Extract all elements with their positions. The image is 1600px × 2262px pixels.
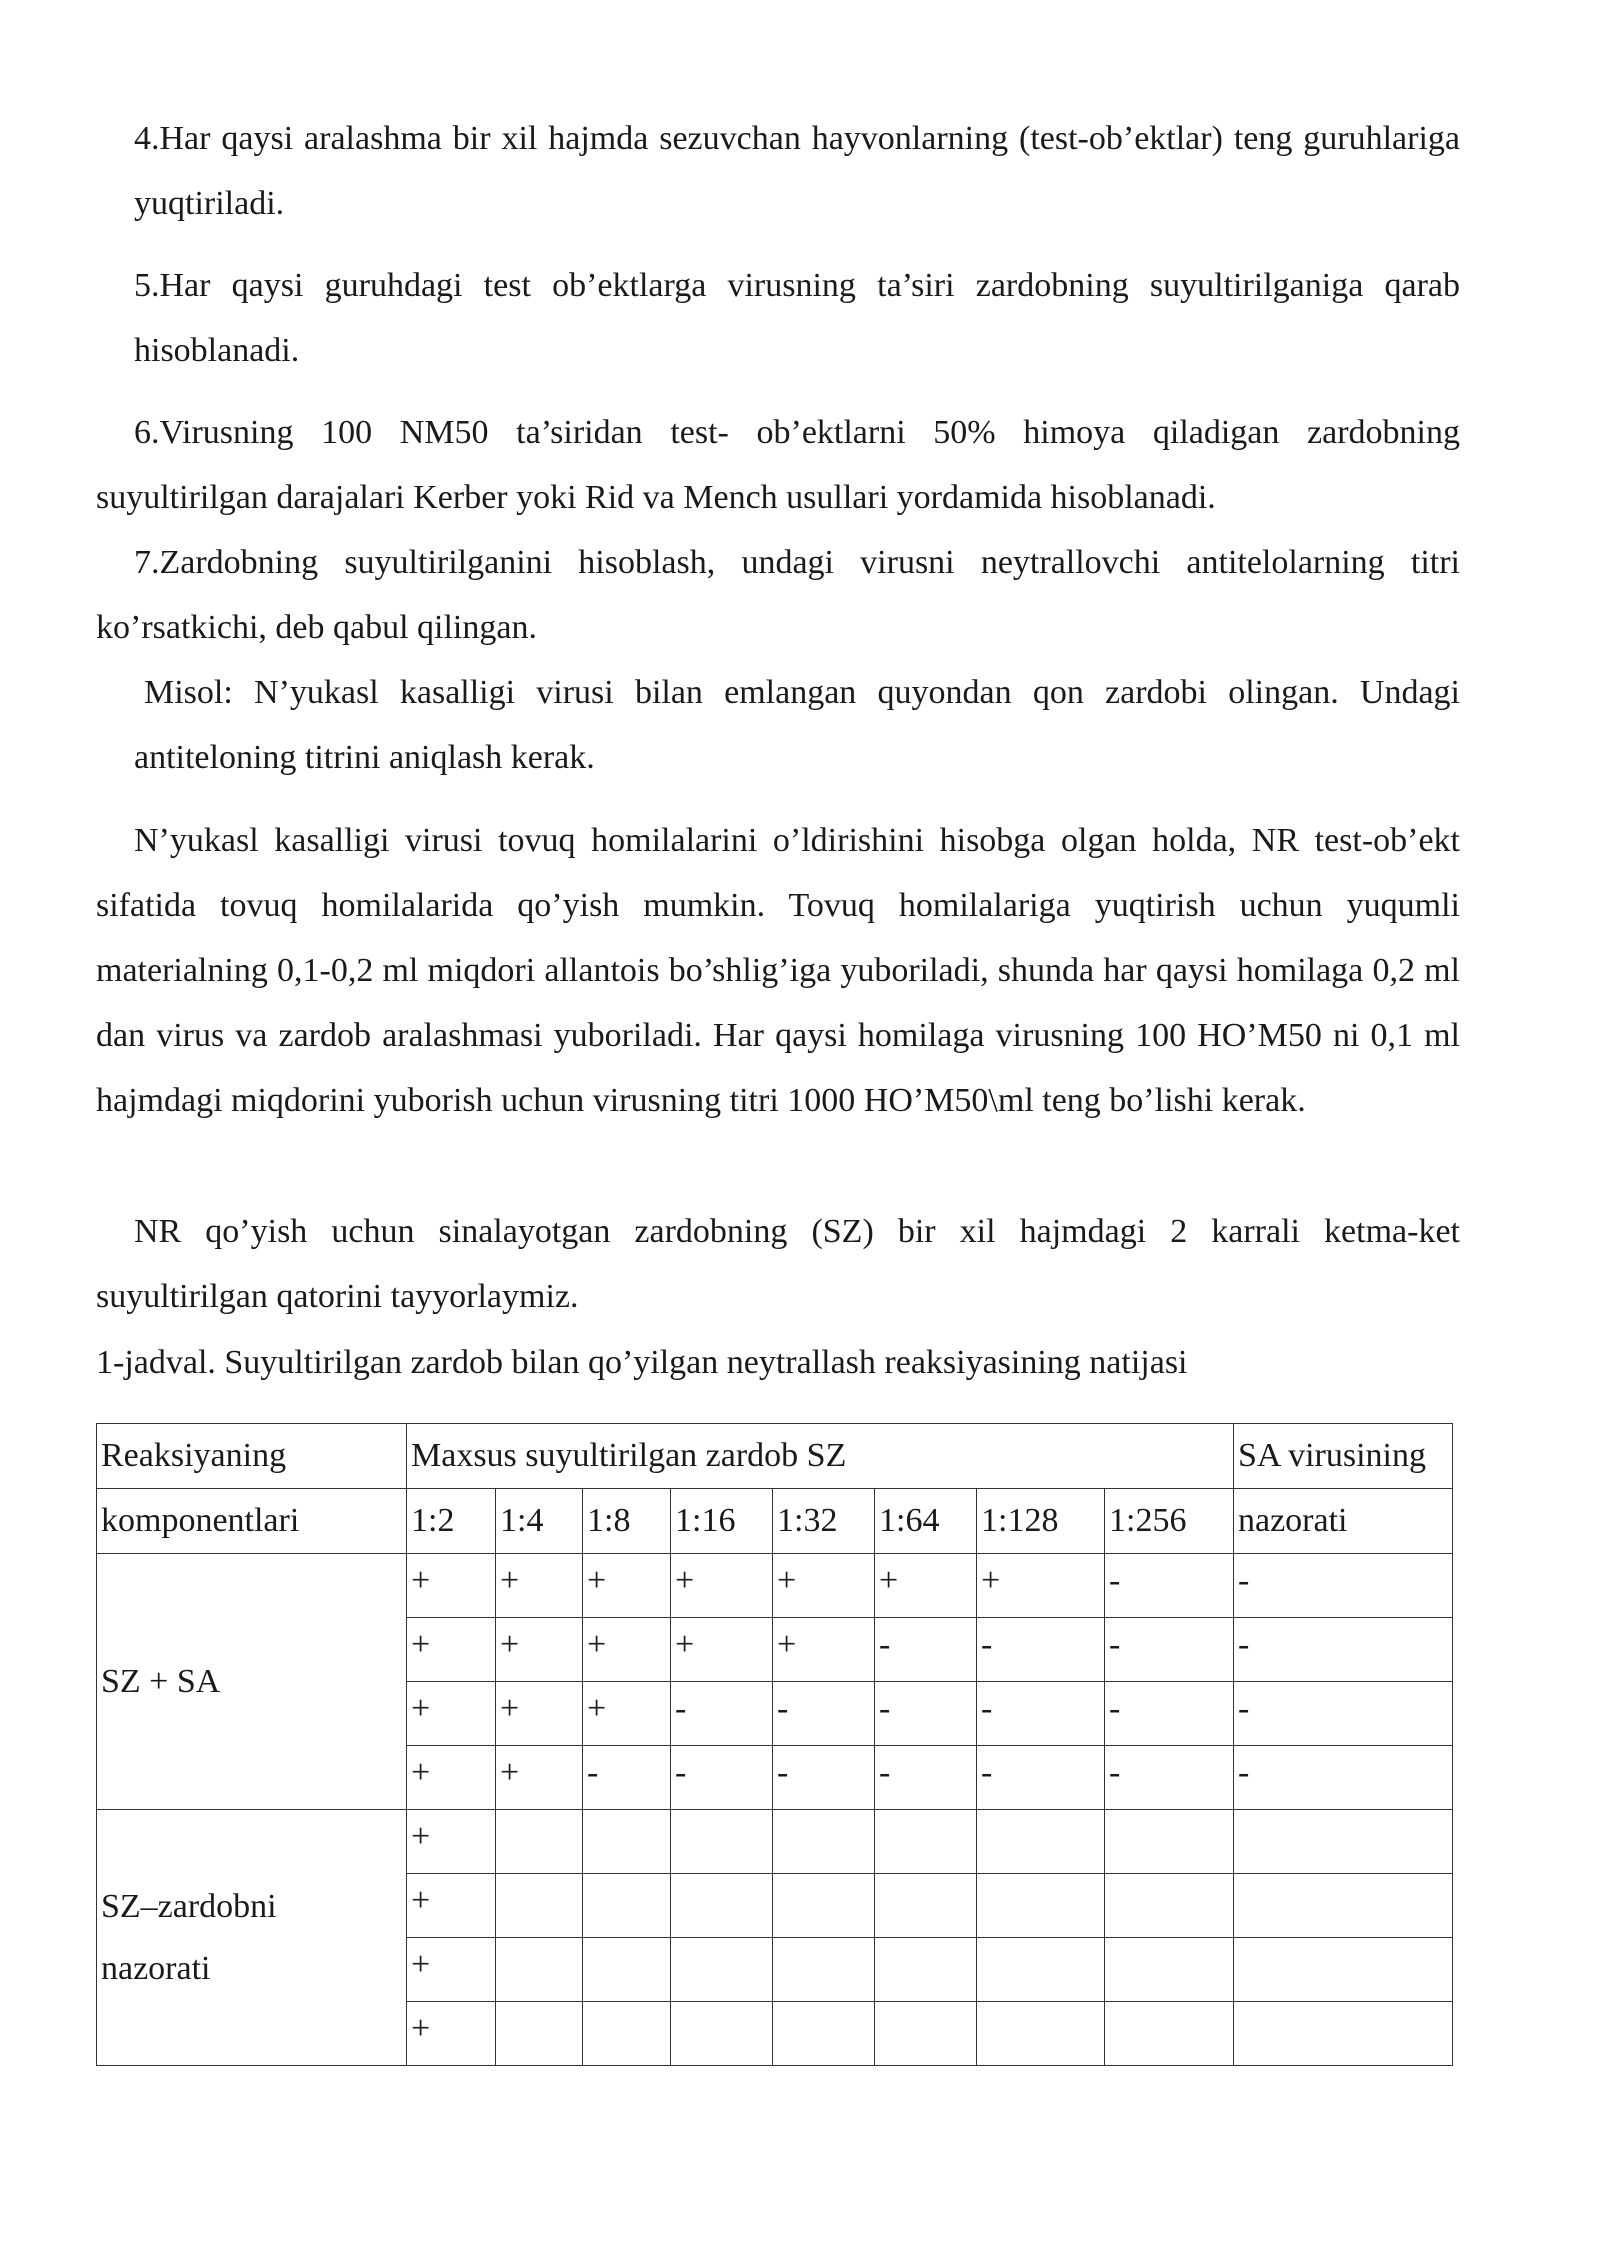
result-cell: - [773,1746,875,1810]
result-cell: - [583,1746,671,1810]
table-row [97,1554,1453,1618]
paragraph-step-5: 5.Har qaysi guruhdagi test ob’ektlarga virusning ta’siri zardobning suyultirilganiga qarab hisoblanadi. [134,267,1460,369]
result-cell: + [773,1554,875,1618]
result-cell: - [1234,1746,1453,1810]
result-cell: - [875,1746,977,1810]
header-virus-control-line2: nazorati [1234,1489,1453,1554]
result-cell: + [407,1874,496,1938]
result-cell: - [977,1682,1105,1746]
dilution-header: 1:64 [875,1489,977,1554]
table-header-row [97,1424,1453,1489]
result-cell: - [977,1746,1105,1810]
result-cell: + [407,1746,496,1810]
table-subheader-row [97,1489,1453,1554]
result-cell: + [583,1554,671,1618]
result-cell: - [977,1618,1105,1682]
result-cell: - [1234,1554,1453,1618]
dilution-header: 1:16 [671,1489,773,1554]
result-cell [1234,1938,1453,2002]
result-cell [671,1938,773,2002]
result-cell [671,1810,773,1874]
result-cell [1105,1938,1234,2002]
group-label-serum-control [97,1810,407,2066]
group-label-line: nazorati [101,1949,211,1987]
result-cell: - [671,1746,773,1810]
paragraph-newcastle: N’yukasl kasalligi virusi tovuq homilalarini o’ldirishini hisobga olgan holda, NR test-ob’ekt sifatida tovuq homilalarida qo’yish mumkin. Tovuq homilalariga yuqtirish uchun yuqumli materialning 0,1-0,2 ml miqdori allantois bo’shlig’iga yuboriladi, shunda har qaysi homilaga 0,2 ml dan virus va zardob aralashmasi yuboriladi. Har qaysi homilaga virusning 100 HO’M50 ni 0,1 ml hajmdagi miqdorini yuborish uchun virusning titri 1000 HO’M50\ml teng bo’lishi kerak. [96,822,1460,1119]
result-cell [875,1810,977,1874]
dilution-header: 1:8 [583,1489,671,1554]
header-components-line1: Reaksiyaning [97,1424,407,1489]
paragraph-step-7: 7.Zardobning suyultirilganini hisoblash, undagi virusni neytrallovchi antitelolarning titri ko’rsatkichi, deb qabul qilingan. [96,544,1460,646]
result-cell [773,1938,875,2002]
result-cell [496,2002,583,2066]
result-cell: - [1234,1682,1453,1746]
result-cell [671,2002,773,2066]
result-cell: + [773,1618,875,1682]
header-components-line2: komponentlari [97,1489,407,1554]
result-cell: - [1105,1554,1234,1618]
results-table [96,1423,1453,2066]
paragraph-step-4: 4.Har qaysi aralashma bir xil hajmda sezuvchan hayvonlarning (test-ob’ektlar) teng guruhlariga yuqtiriladi. [134,120,1460,222]
result-cell [1234,1810,1453,1874]
result-cell: - [1105,1682,1234,1746]
result-cell [977,1938,1105,2002]
result-cell [875,2002,977,2066]
result-cell [583,1810,671,1874]
paragraph-example: Misol: N’yukasl kasalligi virusi bilan emlangan quyondan qon zardobi olingan. Undagi antiteloning titrini aniqlash kerak. [134,674,1460,776]
result-cell [875,1938,977,2002]
result-cell: + [407,2002,496,2066]
result-cell: - [1234,1618,1453,1682]
result-cell [773,1874,875,1938]
table-row [97,1810,1453,1874]
result-cell [1234,2002,1453,2066]
result-cell: + [671,1554,773,1618]
result-cell [977,1874,1105,1938]
result-cell: - [671,1682,773,1746]
dilution-header: 1:4 [496,1489,583,1554]
result-cell [583,2002,671,2066]
result-cell: + [583,1682,671,1746]
result-cell: - [1105,1618,1234,1682]
result-cell [1105,1874,1234,1938]
result-cell: + [583,1618,671,1682]
result-cell [977,2002,1105,2066]
result-cell: + [875,1554,977,1618]
table-caption: 1-jadval. Suyultirilgan zardob bilan qo’yilgan neytrallash reaksiyasining natijasi [96,1344,1188,1381]
header-virus-control-line1: SA virusining [1234,1424,1453,1489]
result-cell [496,1810,583,1874]
result-cell: - [875,1618,977,1682]
result-cell: + [407,1810,496,1874]
dilution-header: 1:32 [773,1489,875,1554]
result-cell [671,1874,773,1938]
result-cell [773,2002,875,2066]
dilution-header: 1:128 [977,1489,1105,1554]
result-cell [496,1938,583,2002]
result-cell: + [407,1682,496,1746]
header-dilution-group: Maxsus suyultirilgan zardob SZ [407,1424,1234,1489]
result-cell [583,1938,671,2002]
result-cell: + [496,1746,583,1810]
result-cell: + [496,1682,583,1746]
result-cell [977,1810,1105,1874]
result-cell: + [977,1554,1105,1618]
result-cell: + [496,1618,583,1682]
result-cell: - [875,1682,977,1746]
result-cell [496,1874,583,1938]
result-cell [875,1874,977,1938]
result-cell [1105,2002,1234,2066]
dilution-header: 1:256 [1105,1489,1234,1554]
result-cell: + [496,1554,583,1618]
result-cell [1234,1874,1453,1938]
dilution-header: 1:2 [407,1489,496,1554]
result-cell: - [1105,1746,1234,1810]
result-cell: + [407,1554,496,1618]
result-cell: - [773,1682,875,1746]
group-label-sz-sa: SZ + SA [97,1554,407,1810]
result-cell: + [671,1618,773,1682]
result-cell: + [407,1938,496,2002]
result-cell: + [407,1618,496,1682]
result-cell [583,1874,671,1938]
paragraph-step-6: 6.Virusning 100 NM50 ta’siridan test- ob’ektlarni 50% himoya qiladigan zardobning suyultirilgan darajalari Kerber yoki Rid va Mench usullari yordamida hisoblanadi. [96,414,1460,516]
result-cell [1105,1810,1234,1874]
result-cell [773,1810,875,1874]
group-label-line: SZ–zardobni [101,1887,277,1925]
paragraph-preparation: NR qo’yish uchun sinalayotgan zardobning (SZ) bir xil hajmdagi 2 karrali ketma-ket suyultirilgan qatorini tayyorlaymiz. [96,1213,1460,1315]
